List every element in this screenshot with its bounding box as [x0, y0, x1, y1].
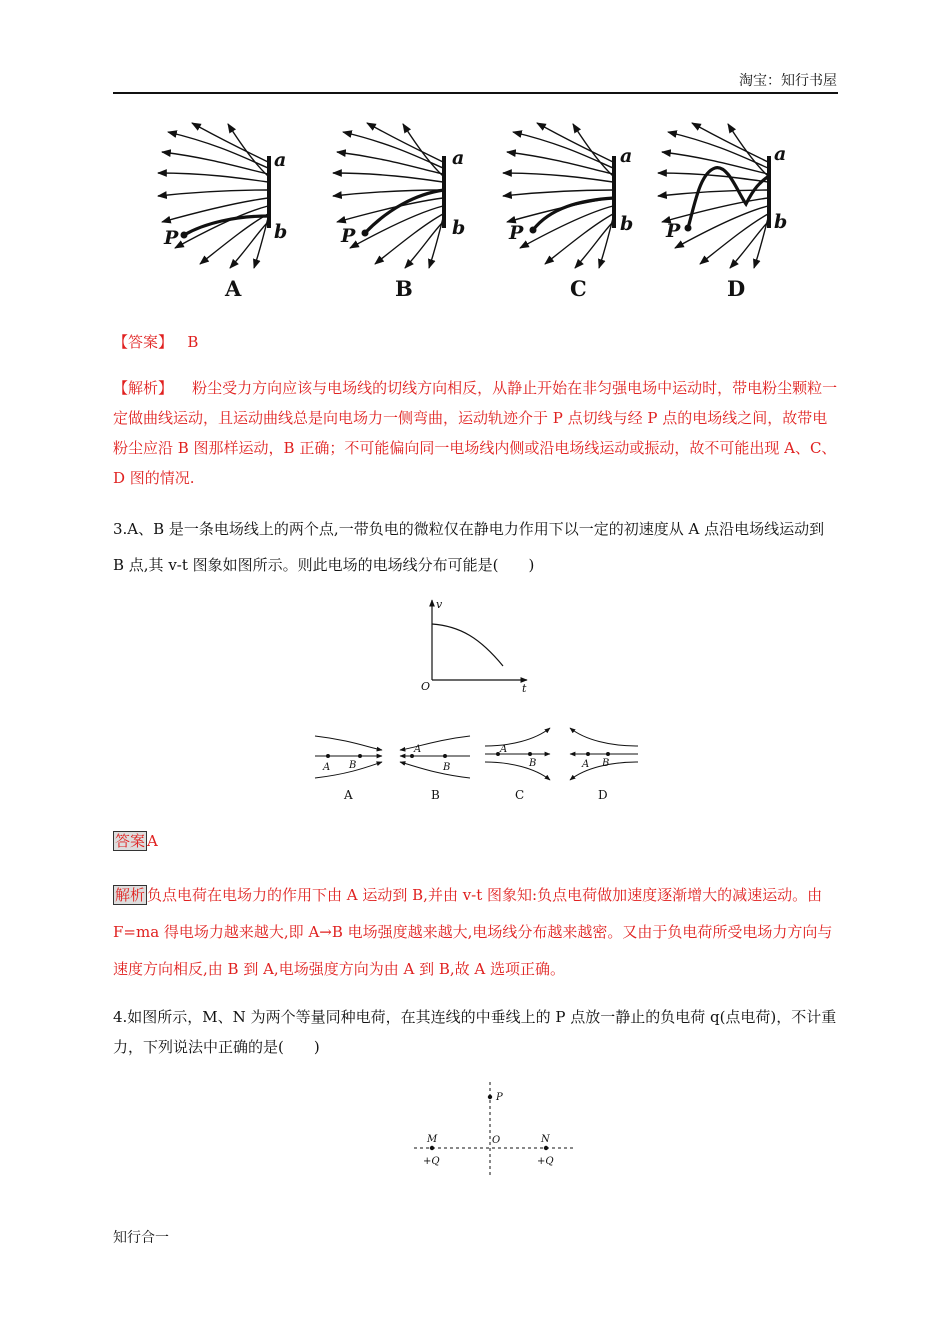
- opt-caption-b: B: [431, 788, 440, 802]
- opt-b-point-b: B: [443, 762, 451, 773]
- answer-value: B: [187, 333, 199, 351]
- label-a: a: [274, 149, 287, 171]
- caption-b: B: [395, 276, 413, 301]
- question-4: 4.如图所示，M、N 为两个等量同种电荷，在其连线的中垂线上的 P 点放一静止的负电荷 q(点电荷)，不计重力，下列说法中正确的是( ): [113, 1008, 837, 1056]
- opt-a-point-b: B: [349, 760, 357, 771]
- charges-figure: [410, 1080, 580, 1180]
- analysis-label-boxed: 解析: [115, 886, 146, 904]
- label-a: a: [620, 145, 633, 167]
- analysis-3: [113, 877, 838, 988]
- panel-c: [503, 123, 614, 268]
- label-b: b: [774, 211, 788, 233]
- charge-m: +Q: [423, 1156, 440, 1167]
- label-b: b: [274, 221, 288, 243]
- label-a: a: [452, 147, 465, 169]
- caption-a: A: [225, 276, 242, 301]
- label-m: M: [427, 1134, 438, 1145]
- label-a: a: [774, 143, 787, 165]
- vt-x-label: t: [522, 682, 527, 695]
- header-rule: [113, 92, 838, 94]
- label-p: P: [341, 225, 356, 247]
- panel-d: [658, 123, 769, 268]
- vt-origin: O: [421, 680, 431, 693]
- answer-label: 【答案】: [113, 333, 174, 351]
- header-text: 淘宝：知行书屋: [739, 73, 837, 89]
- analysis-label: 【解析】: [113, 379, 174, 397]
- field-line-figure: [150, 118, 800, 308]
- analysis-text: 负点电荷在电场力的作用下由 A 运动到 B,并由 v-t 图象知:负点电荷做加速度逐渐增大的减速运动。由 F=ma 得电场力越来越大,即 A→B 电场强度越来越大,电场线分布越来越密。又由于负电荷所受电场力方向与速度方向相反,由 B 到 A,电场强度方向为由 A 到 B,故 A 选项正确。: [113, 886, 833, 978]
- opt-caption-c: C: [515, 788, 525, 802]
- answer-2: [113, 327, 838, 357]
- opt-c-point-b: B: [529, 758, 537, 769]
- opt-d-point-b: B: [602, 758, 610, 769]
- vt-graph: [415, 596, 535, 696]
- label-p: P: [496, 1092, 503, 1103]
- opt-caption-d: D: [598, 788, 608, 802]
- analysis-text: 粉尘受力方向应该与电场线的切线方向相反，从静止开始在非匀强电场中运动时，带电粉尘颗粒一定做曲线运动，且运动曲线总是向电场力一侧弯曲，运动轨迹介于 P 点切线与经 P 点的电场线之间，故带电粉尘应沿 B 图那样运动，B 正确；不可能偏向同一电场线内侧或沿电场线运动或振动，故不可能出现 A、C、D 图的情况.: [113, 379, 838, 487]
- option-d: [570, 728, 638, 780]
- field-options-figure: [310, 722, 650, 804]
- caption-d: D: [727, 276, 746, 301]
- footer-text: 知行合一: [113, 1230, 169, 1246]
- answer-label-boxed: 答案: [115, 832, 146, 850]
- label-b: b: [452, 217, 466, 239]
- analysis-2: [113, 373, 838, 493]
- label-p: P: [666, 220, 681, 242]
- opt-c-point-a: A: [500, 744, 508, 755]
- question-3: 3.A、B 是一条电场线上的两个点,一带负电的微粒仅在静电力作用下以一定的初速度从 A 点沿电场线运动到 B 点,其 v-t 图象如图所示。则此电场的电场线分布可能是( ): [113, 520, 825, 574]
- opt-b-point-a: A: [414, 744, 422, 755]
- label-n: N: [541, 1134, 550, 1145]
- caption-c: C: [570, 276, 587, 301]
- opt-a-point-a: A: [323, 762, 331, 773]
- opt-caption-a: A: [344, 788, 353, 802]
- option-b: [400, 736, 470, 778]
- label-b: b: [620, 213, 634, 235]
- opt-d-point-a: A: [582, 759, 590, 770]
- answer-value: A: [147, 832, 158, 850]
- label-p: P: [509, 222, 524, 244]
- charge-n: +Q: [537, 1156, 554, 1167]
- vt-y-label: v: [436, 598, 443, 611]
- label-o: O: [492, 1135, 501, 1146]
- option-c: [485, 728, 550, 780]
- label-p: P: [164, 227, 179, 249]
- answer-3: [113, 826, 838, 856]
